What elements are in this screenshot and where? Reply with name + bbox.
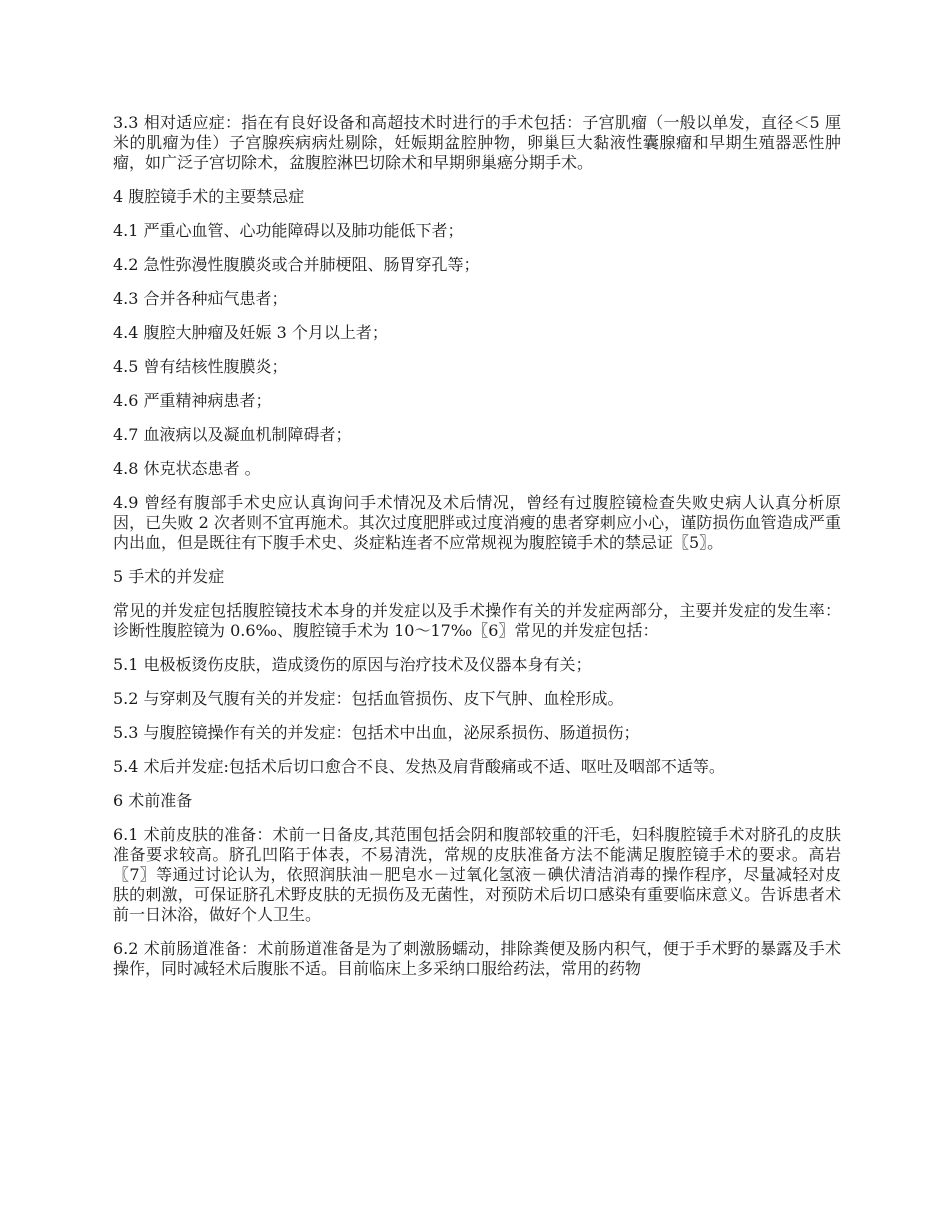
list-item-4-4: 4.4 腹腔大肿瘤及妊娠 3 个月以上者； bbox=[113, 323, 388, 342]
list-item-4-3: 4.3 合并各种疝气患者； bbox=[113, 289, 288, 308]
list-item-5-4: 5.4 术后并发症:包括术后切口愈合不良、发热及肩背酸痛或不适、呕吐及咽部不适等。 bbox=[113, 757, 725, 776]
list-item-4-7: 4.7 血液病以及凝血机制障碍者； bbox=[113, 425, 352, 444]
list-item-5-2: 5.2 与穿刺及气腹有关的并发症：包括血管损伤、皮下气肿、血栓形成。 bbox=[113, 689, 624, 708]
paragraph-3-3-relative-indications: 3.3 相对适应症：指在有良好设备和高超技术时进行的手术包括：子宫肌瘤（一般以单发，直径＜5 厘米的肌瘤为佳）子宫腺疾病病灶剔除，妊娠期盆腔肿物，卵巢巨大黏液性囊腺瘤和早期生殖器恶性肿瘤，如广泛子宫切除术，盆腹腔淋巴切除术和早期卵巢癌分期手术。 bbox=[113, 113, 841, 172]
list-item-5-1: 5.1 电极板烫伤皮肤，造成烫伤的原因与治疗技术及仪器本身有关； bbox=[113, 655, 592, 674]
heading-6-preoperative-preparation: 6 术前准备 bbox=[113, 791, 193, 810]
heading-5-complications: 5 手术的并发症 bbox=[113, 567, 225, 586]
paragraph-4-9: 4.9 曾经有腹部手术史应认真询问手术情况及术后情况，曾经有过腹腔镜检查失败史病人认真分析原因，已失败 2 次者则不宜再施术。其次过度肥胖或过度消瘦的患者穿刺应小心，谨防损伤血管造成严重内出血，但是既往有下腹手术史、炎症粘连者不应常规视为腹腔镜手术的禁忌证〖5〗。 bbox=[113, 493, 841, 552]
list-item-4-6: 4.6 严重精神病患者； bbox=[113, 391, 272, 410]
paragraph-complications-intro: 常见的并发症包括腹腔镜技术本身的并发症以及手术操作有关的并发症两部分，主要并发症的发生率：诊断性腹腔镜为 0.6‰、腹腔镜手术为 10～17‰〖6〗常见的并发症包括： bbox=[113, 601, 841, 640]
list-item-4-5: 4.5 曾有结核性腹膜炎； bbox=[113, 357, 288, 376]
list-item-4-2: 4.2 急性弥漫性腹膜炎或合并肺梗阻、肠胃穿孔等； bbox=[113, 255, 480, 274]
list-item-4-8: 4.8 休克状态患者 。 bbox=[113, 459, 261, 478]
list-item-4-1: 4.1 严重心血管、心功能障碍以及肺功能低下者； bbox=[113, 221, 464, 240]
paragraph-6-1-skin-preparation: 6.1 术前皮肤的准备：术前一日备皮,其范围包括会阴和腹部较重的汗毛，妇科腹腔镜手术对脐孔的皮肤准备要求较高。脐孔凹陷于体表，不易清洗，常规的皮肤准备方法不能满足腹腔镜手术的要求。高岩〖7〗等通过讨论认为，依照润肤油－肥皂水－过氧化氢液－碘伏清洁消毒的操作程序，尽量减轻对皮肤的刺激，可保证脐孔术野皮肤的无损伤及无菌性，对预防术后切口感染有重要临床意义。告诉患者术前一日沐浴，做好个人卫生。 bbox=[113, 825, 841, 924]
document-page bbox=[113, 113, 841, 993]
paragraph-6-2-bowel-preparation: 6.2 术前肠道准备：术前肠道准备是为了刺激肠蠕动，排除粪便及肠内积气，便于手术野的暴露及手术操作，同时减轻术后腹胀不适。目前临床上多采纳口服给药法，常用的药物 bbox=[113, 939, 841, 978]
list-item-5-3: 5.3 与腹腔镜操作有关的并发症：包括术中出血，泌尿系损伤、肠道损伤； bbox=[113, 723, 640, 742]
heading-4-contraindications: 4 腹腔镜手术的主要禁忌症 bbox=[113, 187, 305, 206]
